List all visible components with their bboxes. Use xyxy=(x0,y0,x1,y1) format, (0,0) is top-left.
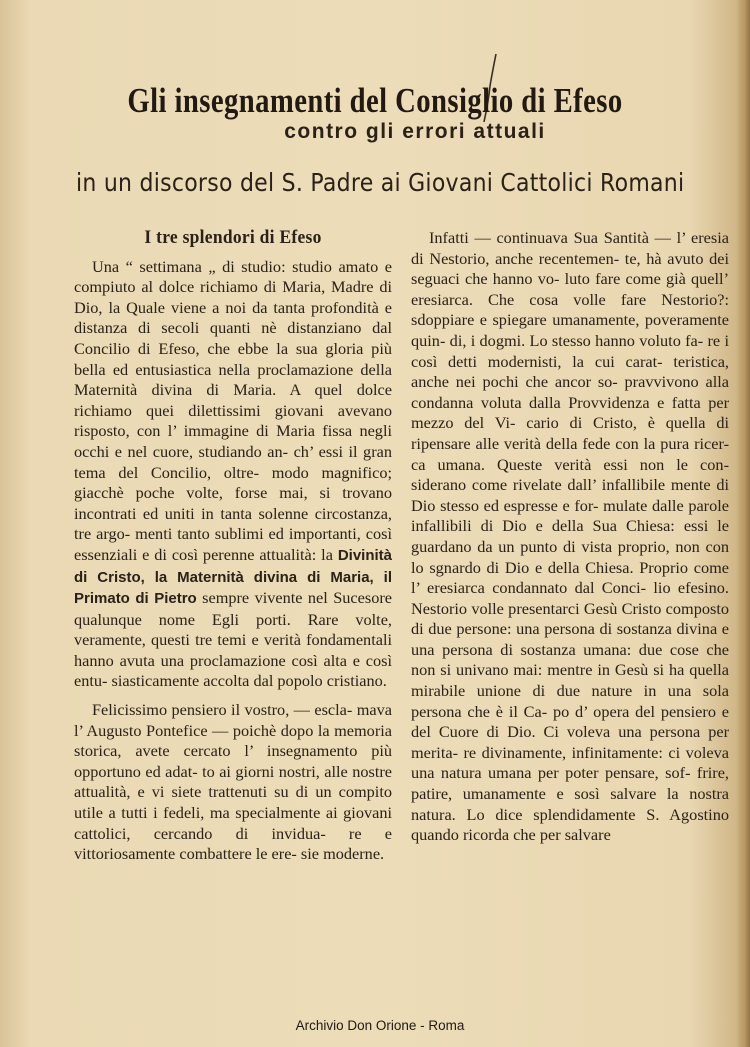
paragraph-1 xyxy=(74,257,392,692)
paragraph-1-bold: Divinità di Cristo, la Maternità divina di Maria, il Primato di Pietro xyxy=(74,546,393,608)
page-edge-shadow xyxy=(736,0,750,1047)
paragraph-2: Felicissimo pensiero il vostro, — escla- mava l’ Augusto Pontefice — poichè dopo la memoria storica, avete cercato l’ insegnamento più opportuno ed adat- to ai giorni nostri, alle nostre attualità, e vi siete trattenuti su di un compito utile a tutti i fedeli, ma specialmente ai giovani cattolici, cercando di invidua- re e vittoriosamente combattere le ere- sie moderne. xyxy=(74,700,392,864)
paragraph-1-tail: sempre vivente nel Sucesore qualunque nome Egli porti. Rare volte, veramente, questi tre temi e verità fondamentali hanno avuta una proclamazione così alta e così entu- siasticamente accolta dal popolo cristiano. xyxy=(74,588,392,691)
article-title: Gli insegnamenti del Consiglio di Efeso xyxy=(127,81,623,121)
paragraph-3: Infatti — continuava Sua Santità — l’ eresia di Nestorio, anche recentemen- te, hà avuto dei seguaci che hanno vo- luto fare come già quell’ eresiarca. Che cosa volle fare Nestorio?: sdoppiare e spiegare umanamente, poveramente quin- di, i dogmi. Lo stesso hanno voluto fa- re i così detti modernisti, la cui carat- teristica, anche nei pochi che ancor so- pravvivono alla condanna voluta dalla Provvidenza e fatta per mezzo del Vi- cario di Cristo, è quella di ripensare alle verità della fede con la pura ricer- ca umana. Queste verità essi non le con- siderano come rivelate dall’ infallibile mente di Dio stesso ed espresse e for- mulate dalle parole infallibili di Dio e della Sua Chiesa: essi le guardano da un punto di vista proprio, non con lo sgnardo di Dio e della Chiesa. Proprio come l’ eresiarca condannato dal Conci- lio efesino. Nestorio volle presentarci Gesù Cristo composto di due persone: una persona di sostanza divina e una persona di sostanza umana: due cose che non si univano mai: mentre in Gesù si ha quella mirabile unione di due nature in una sola persona che è il Ca- po d’ opera del pensiero e del Cuore di Dio. Ci voleva una persona per merita- re divinamente, infinitamente: ci voleva una natura umana per poter pensare, sof- frire, patire, umanamente e sosì salvare la nostra natura. Lo dice splendidamente S. Agostino quando ricorda che per salvare xyxy=(411,228,729,845)
paragraph-1-text: Una “ settimana „ di studio: studio amato e compiuto al dolce richiamo di Maria, Madre di Dio, la Quale viene a noi da tanta profondità e distanza di secoli quanti nè distanziano dal Concilio di Efeso, che ebbe la sua gloria più bella ed entusiastica nella proclamazione della Maternità divina di Maria. A quel dolce richiamo quei dilettissimi giovani avevano risposto, con l’ immagine di Maria fissa negli occhi e nel cuore, studiando an- ch’ essi il gran tema del Concilio, oltre- modo magnifico; giacchè poche volte, forse mai, si trovano incontrati ed uniti in tanta solenne circostanza, tre argo- menti tanto sublimi ed importanti, così essenziali e di così perenne attualità: la xyxy=(74,256,392,564)
left-column xyxy=(74,228,392,865)
article-subtitle-secondary: in un discorso del S. Padre ai Giovani Cattolici Romani xyxy=(76,168,685,197)
section-heading: I tre splendori di Efeso xyxy=(144,227,322,248)
right-column xyxy=(411,228,729,846)
article-subtitle: contro gli errori attuali xyxy=(284,120,546,143)
archive-footer: Archivio Don Orione - Roma xyxy=(295,1018,465,1033)
